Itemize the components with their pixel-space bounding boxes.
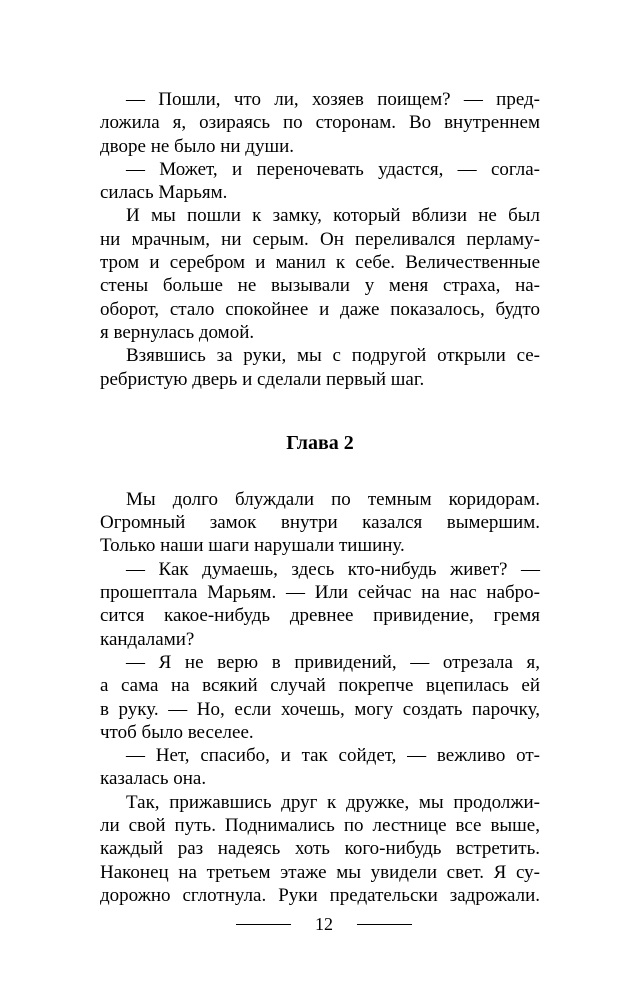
- text-line: тром и серебром и манил к себе. Величественные: [100, 252, 540, 274]
- text-line: казалась она.: [100, 768, 207, 790]
- chapter-title: Глава 2: [286, 431, 354, 454]
- text-line: Мы долго блуждали по темным коридорам.: [126, 488, 540, 510]
- text-line: И мы пошли к замку, который вблизи не был: [126, 205, 540, 227]
- page-body: [100, 88, 540, 907]
- text-before-chapter: [100, 88, 540, 391]
- text-line: оборот, стало спокойнее и даже показалось, будто: [100, 298, 540, 320]
- text-line: — Пошли, что ли, хозяев поищем? — пред-: [126, 89, 540, 110]
- text-line: дорожно сглотнула. Руки предательски задрожали.: [100, 884, 540, 906]
- text-line: Только наши шаги нарушали тишину.: [100, 535, 405, 557]
- text-line: чтоб было веселее.: [100, 721, 254, 743]
- text-line: в руку. — Но, если хочешь, могу создать парочку,: [100, 698, 540, 720]
- text-line: сится какое-нибудь древнее привидение, гремя: [100, 605, 540, 627]
- page-footer: [236, 913, 412, 935]
- text-line: — Как думаешь, здесь кто-нибудь живет? —: [126, 558, 540, 580]
- paragraph: [100, 791, 540, 907]
- text-line: ни мрачным, ни серым. Он переливался перламу-: [100, 228, 540, 250]
- text-line: Наконец на третьем этаже мы увидели свет. Я су-: [100, 861, 540, 883]
- paragraph: [100, 744, 540, 791]
- paragraph: [100, 488, 540, 558]
- paragraph: [100, 651, 540, 744]
- text-line: стены больше не вызывали у меня страха, на-: [100, 275, 540, 297]
- text-line: дворе не было ни души.: [100, 135, 295, 157]
- text-line: а сама на всякий случай покрепче вцепилась ей: [100, 675, 540, 697]
- paragraph: [100, 88, 540, 158]
- page-number: 12: [315, 914, 333, 934]
- text-line: Огромный замок внутри казался вымершим.: [100, 512, 540, 534]
- text-line: Так, прижавшись друг к дружке, мы продолжи-: [126, 791, 540, 813]
- text-line: я вернулась домой.: [100, 321, 255, 343]
- text-line: — Я не верю в привидений, — отрезала я,: [126, 651, 540, 673]
- paragraph: [100, 158, 540, 205]
- text-line: — Может, и переночевать удастся, — согла-: [126, 158, 540, 180]
- paragraph: [100, 204, 540, 344]
- text-line: — Нет, спасибо, и так сойдет, — вежливо от-: [126, 745, 540, 767]
- footer-rule-left: [236, 924, 291, 925]
- footer-rule-right: [357, 924, 412, 925]
- text-line: каждый раз надеясь хоть кого-нибудь встретить.: [100, 838, 540, 860]
- paragraph: [100, 344, 540, 391]
- text-line: ли свой путь. Поднимались по лестнице все выше,: [100, 815, 540, 837]
- text-line: ребристую дверь и сделали первый шаг.: [100, 368, 425, 390]
- text-line: Взявшись за руки, мы с подругой открыли се-: [126, 345, 540, 367]
- text-line: кандалами?: [100, 628, 195, 650]
- text-after-chapter: [100, 488, 540, 907]
- text-line: прошептала Марьям. — Или сейчас на нас набро-: [100, 582, 540, 604]
- paragraph: [100, 558, 540, 651]
- text-line: силась Марьям.: [100, 182, 228, 204]
- text-line: ложила я, озираясь по сторонам. Во внутреннем: [100, 112, 540, 134]
